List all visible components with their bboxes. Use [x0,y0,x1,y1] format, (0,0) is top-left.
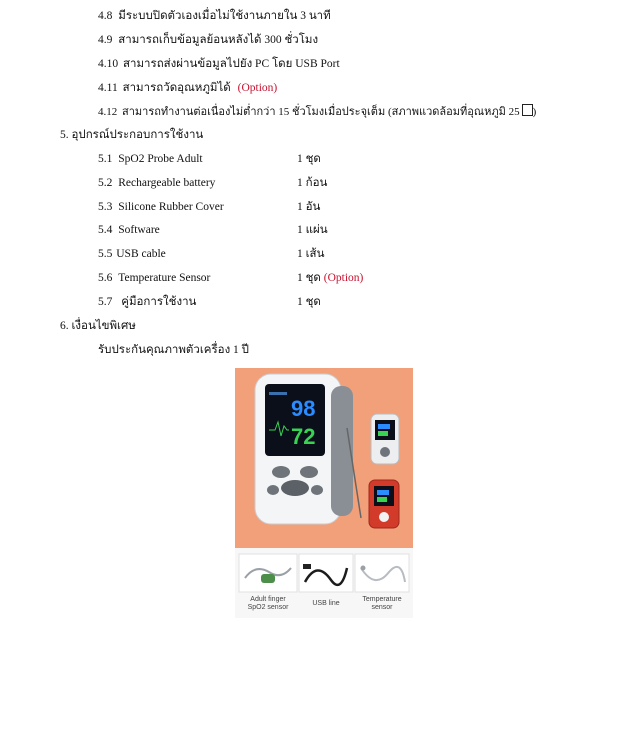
item-qty: 1 อัน [297,201,321,213]
caption-usb-line: USB line [312,600,340,607]
item-number: 5.2 [98,177,113,189]
item-number: 5.7 [98,296,113,308]
item-name: คู่มือการใช้งาน [121,296,197,308]
oximeter-illustration [235,368,413,618]
warranty-text: รับประกันคุณภาพตัวเครื่อง 1 ปี [98,344,249,356]
item-qty: 1 ก้อน [297,177,328,189]
item-number: 5.3 [98,201,113,213]
caption-temperature-sensor: Temperature sensor [362,596,402,611]
item-name: Temperature Sensor [118,272,211,284]
option-label: (Option) [237,82,278,94]
caption-finger-sensor: Adult finger SpO2 sensor [247,596,289,611]
item-4-10 [98,57,340,71]
device-button [272,466,290,478]
finger-sensor-clip [261,574,275,583]
item-qty: 1 ชุด [297,296,321,308]
device-button [300,466,318,478]
item-4-8 [98,9,331,23]
item-4-11 [98,81,277,95]
item-number: 4.8 [98,10,113,22]
option-label: (Option) [323,272,364,284]
item-qty: 1 เส้น [297,248,325,260]
item-number: 5.1 [98,153,113,165]
item-4-12 [98,104,536,119]
item-number: 5.5 [98,248,113,260]
item-suffix: ) [532,106,537,118]
item-qty: 1 ชุด [297,153,321,165]
item-5-1 [98,152,203,166]
item-5-2 [98,176,215,190]
item-number: 5.4 [98,224,113,236]
item-text: สามารถวัดอุณหภูมิได้ [122,82,231,94]
item-text: มีระบบปิดตัวเองเมื่อไม่ใช้งานภายใน 3 นาที [118,10,331,22]
section-5-heading: 5. อุปกรณ์ประกอบการใช้งาน [60,129,204,141]
item-5-5 [98,247,166,261]
item-text: สามารถส่งผ่านข้อมูลไปยัง PC โดย USB Port [123,58,340,70]
item-qty: 1 แผ่น [297,224,328,236]
degree-box-icon [522,104,533,116]
item-number: 5.6 [98,272,113,284]
item-name: SpO2 Probe Adult [118,153,203,165]
item-number: 4.11 [98,82,118,94]
item-name: Software [118,224,160,236]
product-photo [235,368,413,618]
item-number: 4.12 [98,106,118,118]
item-text: สามารถทำงานต่อเนื่องไม่ต่ำกว่า 15 ชั่วโมงเมื่อประจุเต็ม (สภาพแวดล้อมที่อุณหภูมิ 25 [122,106,520,118]
item-number: 4.9 [98,34,113,46]
item-name: USB cable [116,248,166,260]
section-6-heading: 6. เงื่อนไขพิเศษ [60,320,136,332]
item-4-9 [98,33,318,47]
item-number: 4.10 [98,58,119,70]
item-name: Rechargeable battery [118,177,216,189]
item-5-4 [98,223,160,237]
item-qty: 1 ชุด (Option) [297,272,364,284]
spo2-reading: 98 [291,396,316,421]
item-5-6 [98,271,210,285]
item-text: สามารถเก็บข้อมูลย้อนหลังได้ 300 ชั่วโมง [118,34,319,46]
pulse-reading: 72 [291,424,316,449]
item-5-7 [98,295,196,309]
device-button [281,480,309,496]
item-name: Silicone Rubber Cover [118,201,224,213]
item-5-3 [98,200,224,214]
